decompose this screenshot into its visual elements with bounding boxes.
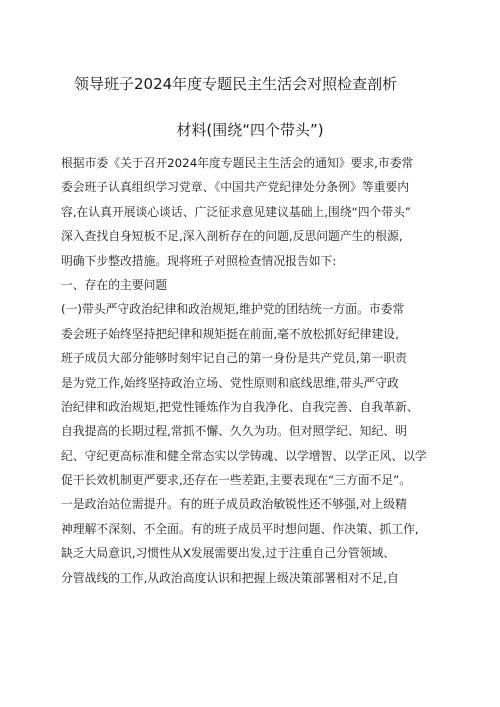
section-heading: 一、存在的主要问题 [61, 277, 168, 292]
body-line: 班子成员大部分能够时刻牢记自己的第一身份是共产党员,第一职责 [61, 351, 407, 366]
body-line: 明确下步整改措施。现将班子对照检查情况报告如下: [61, 253, 337, 268]
body-line: 是为党工作,始终坚持政治立场、党性原则和底线思维,带头严守政 [61, 375, 399, 390]
document-body [61, 151, 441, 590]
body-line: 分管战线的工作,从政治高度认识和把握上级决策部署相对不足,自 [61, 570, 399, 585]
body-line: 自我提高的长期过程,常抓不懈、久久为功。但对照学纪、知纪、明 [61, 424, 407, 439]
body-line: 深入查找自身短板不足,深入剖析存在的问题,反思问题产生的根源, [61, 229, 403, 244]
document-subtitle: 材料(围绕“四个带头”) [176, 121, 324, 139]
body-line: 纪、守纪更高标准和健全常态实以学铸魂、以学增智、以学正风、以学 [61, 448, 427, 463]
body-line: 缺乏大局意识,习惯性从X发展需要出发,过于注重自己分管领域、 [61, 546, 396, 561]
document-title: 领导班子2024年度专题民主生活会对照检查剖析 [74, 75, 398, 93]
body-line: 委会班子认真组织学习党章、《中国共产党纪律处分条例》等重要内 [61, 180, 410, 195]
body-line: 一是政治站位需提升。有的班子成员政治敏锐性还不够强,对上级精 [61, 497, 407, 512]
body-line: 委会班子始终坚持把纪律和规矩挺在前面,毫不放松抓好纪律建设, [61, 326, 399, 341]
body-line: 容,在认真开展谈心谈话、广泛征求意见建议基础上,围绕“四个带头” [61, 204, 412, 219]
body-line: 根据市委《关于召开2024年度专题民主生活会的通知》要求,市委常 [61, 156, 414, 170]
body-line: 促干长效机制更严要求,还存在一些差距,主要表现在“三方面不足”。 [61, 473, 412, 488]
body-line: 神理解不深刻、不全面。有的班子成员平时想问题、作决策、抓工作, [61, 521, 419, 536]
body-line: (一)带头严守政治纪律和政治规矩,维护党的团结统一方面。市委常 [61, 302, 405, 317]
body-line: 治纪律和政治规矩,把党性锤炼作为自我净化、自我完善、自我革新、 [61, 399, 419, 414]
